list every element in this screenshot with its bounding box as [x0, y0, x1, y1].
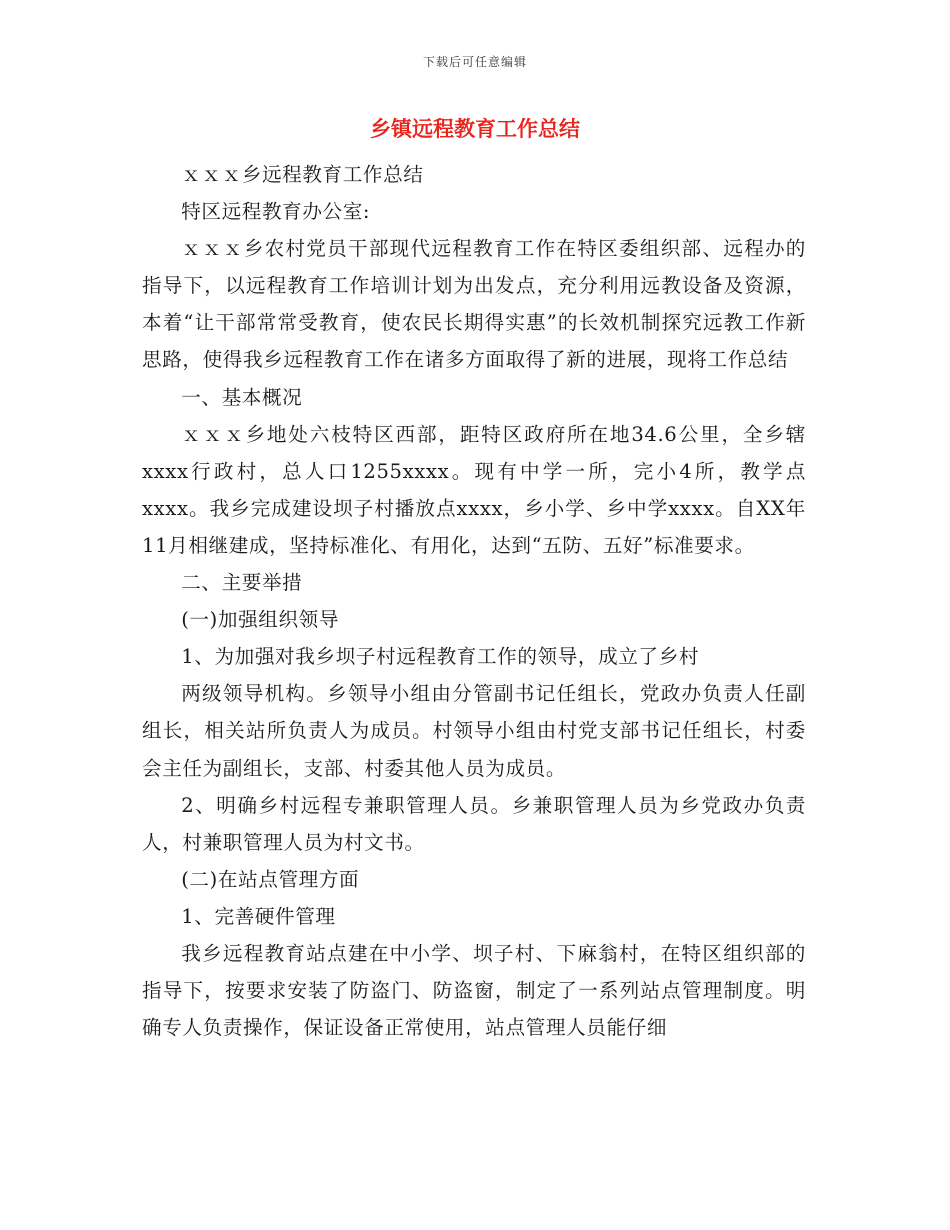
paragraph-addressee: 特区远程教育办公室:: [181, 200, 371, 224]
document-body: [142, 156, 806, 1046]
paragraph-hardware-heading: 1、完善硬件管理: [181, 904, 336, 928]
section-heading-measures: 二、主要举措: [181, 571, 303, 595]
paragraph-item-1: 1、为加强对我乡坝子村远程教育工作的领导，成立了乡村: [181, 645, 700, 669]
paragraph-intro: ｘｘｘ乡农村党员干部现代远程教育工作在特区委组织部、远程办的指导下，以远程教育工作培训计划为出发点，充分利用远教设备及资源，本着“让干部常常受教育，使农民长期得实惠”的长效机制探究远教工作新思路，使得我乡远程教育工作在诸多方面取得了新的进展，现将工作总结: [142, 237, 806, 372]
paragraph-item-2: 2、明确乡村远程专兼职管理人员。乡兼职管理人员为乡党政办负责人，村兼职管理人员为村文书。: [142, 793, 806, 854]
paragraph-item-1-continued: 两级领导机构。乡领导小组由分管副书记任组长，党政办负责人任副组长，相关站所负责人为成员。村领导小组由村党支部书记任组长，村委会主任为副组长，支部、村委其他人员为成员。: [142, 682, 806, 780]
subsection-heading-organization: (一)加强组织领导: [181, 608, 340, 632]
page-header-note: 下载后可任意编辑: [422, 55, 527, 69]
paragraph-overview: ｘｘｘ乡地处六枝特区西部，距特区政府所在地34.6公里，全乡辖xxxx行政村，总人口1255xxxx。现有中学一所，完小4所，教学点xxxx。我乡完成建设坝子村播放点xxxx，乡小学、乡中学xxxx。自XX年11月相继建成，坚持标准化、有用化，达到“五防、五好”标准要求。: [142, 422, 806, 557]
subsection-heading-site-management: (二)在站点管理方面: [181, 867, 360, 891]
document-title: 乡镇远程教育工作总结: [370, 117, 580, 141]
paragraph-subtitle: ｘｘｘ乡远程教育工作总结: [181, 163, 424, 186]
section-heading-overview: 一、基本概况: [181, 385, 303, 409]
paragraph-hardware: 我乡远程教育站点建在中小学、坝子村、下麻翁村，在特区组织部的指导下，按要求安装了防盗门、防盗窗，制定了一系列站点管理制度。明确专人负责操作，保证设备正常使用，站点管理人员能仔细: [142, 941, 806, 1040]
